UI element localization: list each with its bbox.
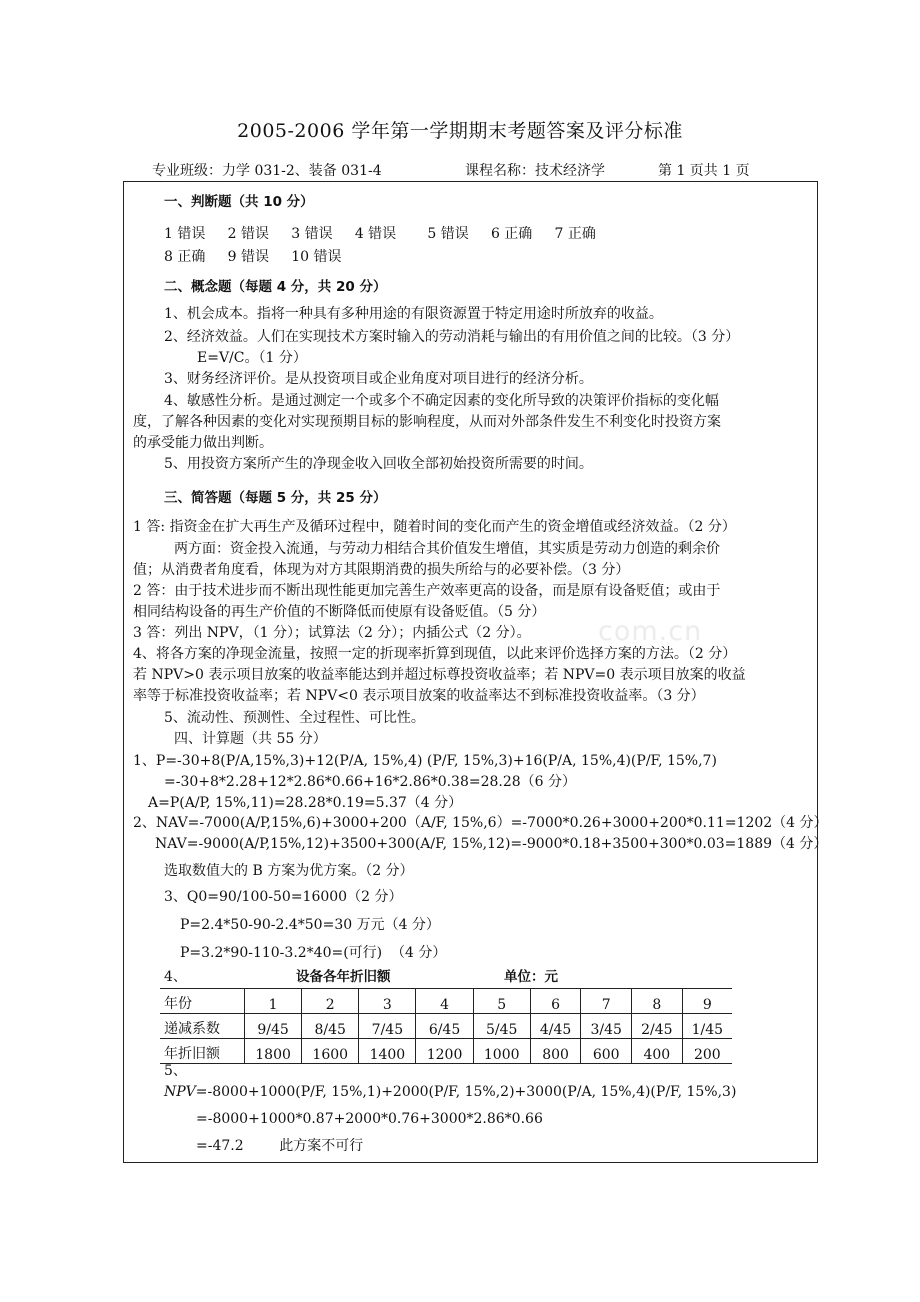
depreciation-table-title: 设备各年折旧额 xyxy=(296,969,391,985)
table-cell: 1200 xyxy=(416,1039,473,1064)
table-cell: 5/45 xyxy=(473,1014,530,1039)
table-cell: 6/45 xyxy=(416,1014,473,1039)
calc-5-label: 5、 xyxy=(164,1063,187,1079)
depreciation-table-unit: 单位：元 xyxy=(504,969,558,985)
calc-1-line-3: A=P(A/P, 15%,11)=28.28*0.19=5.37（4 分） xyxy=(148,795,463,811)
table-cell: 递减系数 xyxy=(160,1014,245,1039)
concept-2: 2、经济效益。人们在实现技术方案时输入的劳动消耗与输出的有用价值之间的比较。（3 分） xyxy=(164,329,740,345)
calc-5-line-1 xyxy=(164,1083,736,1101)
short-answer-2-line-1: 2 答：由于技术进步而不断出现性能更加完善生产效率更高的设备，而是原有设备贬值；或由于 xyxy=(133,583,721,599)
page-title: 2005-2006 学年第一学期期末考题答案及评分标准 xyxy=(237,120,683,142)
short-answer-5: 5、流动性、预测性、全过程性、可比性。 xyxy=(164,710,425,726)
table-cell: 1800 xyxy=(245,1039,302,1064)
table-cell: 年份 xyxy=(160,989,245,1014)
section-3-heading: 三、简答题（每题 5 分，共 25 分） xyxy=(164,490,387,506)
class-info: 专业班级：力学 031-2、装备 031-4 xyxy=(152,163,382,179)
table-cell: 2/45 xyxy=(632,1014,683,1039)
judgement-row-2: 8 正确 9 错误 10 错误 xyxy=(164,249,342,265)
concept-4-line-1: 4、敏感性分析。是通过测定一个或多个不确定因素的变化所导致的决策评价指标的变化幅 xyxy=(164,393,719,409)
calc-2-line-2: NAV=-9000(A/P,15%,12)+3500+300(A/F, 15%,12)=-9000*0.18+3500+300*0.03=1889（4 分） xyxy=(155,836,828,852)
table-cell: 8/45 xyxy=(302,1014,359,1039)
concept-5: 5、用投资方案所产生的净现金收入回收全部初始投资所需要的时间。 xyxy=(164,456,593,472)
section-4-heading: 四、计算题（共 55 分） xyxy=(174,731,327,747)
table-cell: 4/45 xyxy=(530,1014,581,1039)
table-cell: 8 xyxy=(632,989,683,1014)
table-cell: 6 xyxy=(530,989,581,1014)
calc-3-line-2: P=2.4*50-90-2.4*50=30 万元（4 分） xyxy=(180,917,440,933)
table-cell: 1600 xyxy=(302,1039,359,1064)
calc-5-line-3: =-47.2 此方案不可行 xyxy=(196,1138,364,1154)
table-cell: 1000 xyxy=(473,1039,530,1064)
npv-symbol: NPV xyxy=(164,1084,196,1100)
judgement-row-1: 1 错误 2 错误 3 错误 4 错误 5 错误 6 正确 7 正确 xyxy=(164,226,596,242)
section-1-heading: 一、判断题（共 10 分） xyxy=(164,194,314,210)
table-row xyxy=(160,989,732,1014)
table-cell: 5 xyxy=(473,989,530,1014)
table-cell: 年折旧额 xyxy=(160,1039,245,1064)
page-info: 第 1 页共 1 页 xyxy=(658,163,750,179)
table-cell: 7 xyxy=(581,989,632,1014)
table-cell: 4 xyxy=(416,989,473,1014)
short-answer-1-line-3: 值；从消费者角度看，体现为对方其限期消费的损失所给与的必要补偿。（3 分） xyxy=(133,562,630,578)
short-answer-3: 3 答：列出 NPV，（1 分）；试算法（2 分）；内插公式（2 分）。 xyxy=(133,625,531,641)
calc-3-line-1: 3、Q0=90/100-50=16000（2 分） xyxy=(164,889,403,905)
calc-5-line-2: =-8000+1000*0.87+2000*0.76+3000*2.86*0.66 xyxy=(196,1111,543,1127)
table-cell: 7/45 xyxy=(359,1014,416,1039)
table-cell: 1/45 xyxy=(682,1014,732,1039)
calc-1-line-1: 1、P=-30+8(P/A,15%,3)+12(P/A, 15%,4) (P/F, 15%,3)+16(P/A, 15%,4)(P/F, 15%,7) xyxy=(133,753,717,769)
table-row xyxy=(160,1039,732,1064)
table-cell: 400 xyxy=(632,1039,683,1064)
short-answer-2-line-2: 相同结构设备的再生产价值的不断降低而使原有设备贬值。（5 分） xyxy=(133,604,546,620)
calc-1-line-2: =-30+8*2.28+12*2.86*0.66+16*2.86*0.38=28.28（6 分） xyxy=(164,774,577,790)
table-cell: 9 xyxy=(682,989,732,1014)
concept-2-formula: E=V/C。（1 分） xyxy=(197,350,307,366)
table-cell: 3/45 xyxy=(581,1014,632,1039)
calc-2-conclusion: 选取数值大的 B 方案为优方案。（2 分） xyxy=(164,863,414,879)
concept-3: 3、财务经济评价。是从投资项目或企业角度对项目进行的经济分析。 xyxy=(164,371,593,387)
calc-2-line-1: 2、NAV=-7000(A/P,15%,6)+3000+200（A/F, 15%,6）=-7000*0.26+3000+200*0.11=1202（4 分） xyxy=(133,815,828,831)
watermark: com.cn xyxy=(598,616,703,647)
concept-4-line-2: 度，了解各种因素的变化对实现预期目标的影响程度，从而对外部条件发生不利变化时投资方案 xyxy=(133,414,721,430)
calc-3-line-3: P=3.2*90-110-3.2*40=(可行) （4 分） xyxy=(180,945,447,961)
table-cell: 600 xyxy=(581,1039,632,1064)
calc-5-formula: =-8000+1000(P/F, 15%,1)+2000(P/F, 15%,2)+3000(P/A, 15%,4)(P/F, 15%,3) xyxy=(195,1084,737,1100)
depreciation-table xyxy=(160,988,732,1064)
table-cell: 9/45 xyxy=(245,1014,302,1039)
table-cell: 1400 xyxy=(359,1039,416,1064)
short-answer-4-line-2: 若 NPV>0 表示项目放案的收益率能达到并超过标尊投资收益率；若 NPV=0 表示项目放案的收益 xyxy=(133,667,746,683)
table-cell: 2 xyxy=(302,989,359,1014)
short-answer-4-line-1: 4、将各方案的净现金流量，按照一定的折现率折算到现值，以此来评价选择方案的方法。（2 分） xyxy=(133,646,737,662)
short-answer-4-line-3: 率等于标准投资收益率；若 NPV<0 表示项目放案的收益率达不到标准投资收益率。（3 分） xyxy=(133,688,705,704)
concept-1: 1、机会成本。指将一种具有多种用途的有限资源置于特定用途时所放弃的收益。 xyxy=(164,306,663,322)
section-2-heading: 二、概念题（每题 4 分，共 20 分） xyxy=(164,279,387,295)
calc-4-label: 4、 xyxy=(164,969,187,985)
table-cell: 1 xyxy=(245,989,302,1014)
table-cell: 3 xyxy=(359,989,416,1014)
short-answer-1-line-1: 1 答: 指资金在扩大再生产及循环过程中，随着时间的变化而产生的资金增值或经济效益。（2 分） xyxy=(133,519,736,535)
table-cell: 800 xyxy=(530,1039,581,1064)
course-info: 课程名称：技术经济学 xyxy=(465,163,605,179)
short-answer-1-line-2: 两方面：资金投入流通，与劳动力相结合其价值发生增值，其实质是劳动力创造的剩余价 xyxy=(174,541,720,557)
table-row xyxy=(160,1014,732,1039)
table-cell: 200 xyxy=(682,1039,732,1064)
concept-4-line-3: 的承受能力做出判断。 xyxy=(133,435,273,451)
